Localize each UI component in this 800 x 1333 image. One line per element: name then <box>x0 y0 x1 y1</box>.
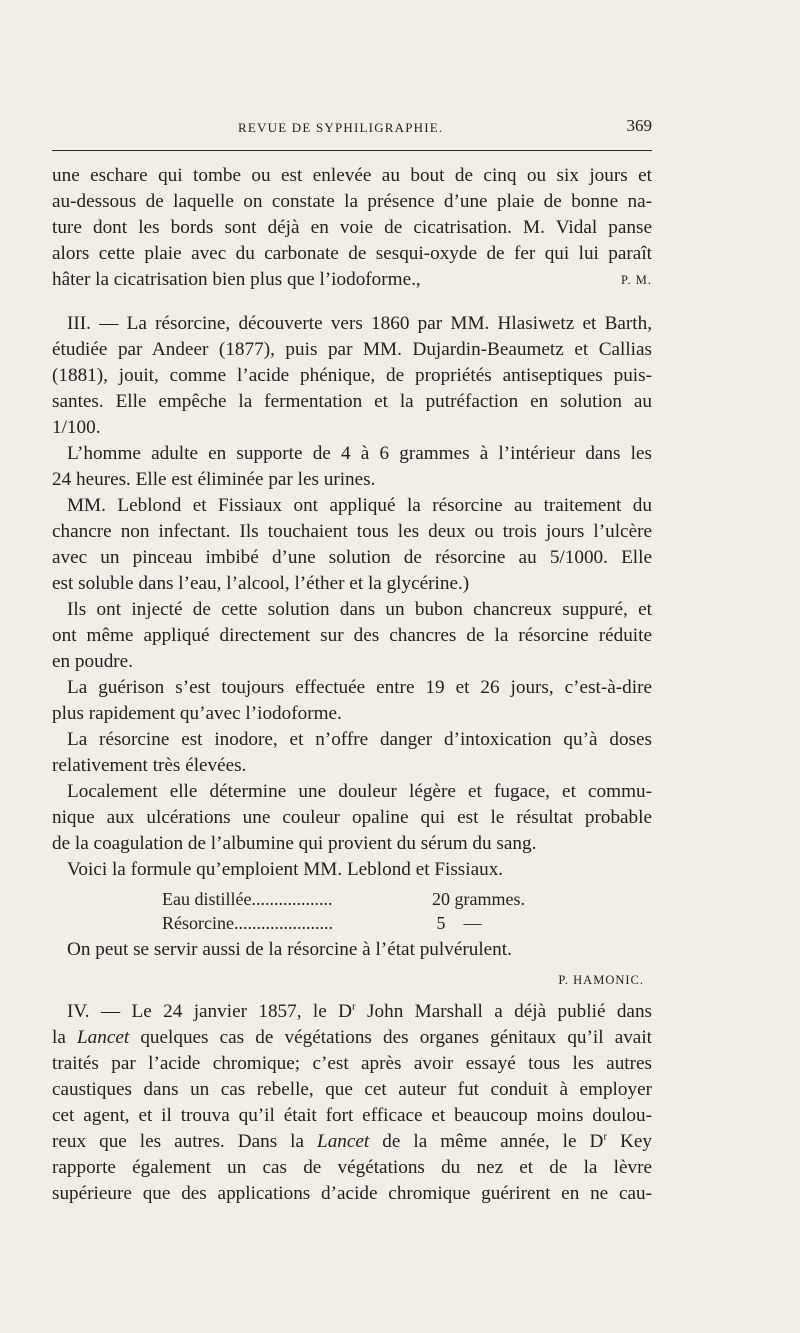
text-line: nique aux ulcérations une couleur opaline qui est le résultat probable <box>52 807 652 828</box>
text-line: traités par l’acide chromique; c’est après avoir essayé tous les autres <box>52 1053 652 1074</box>
italic-title: Lancet <box>76 1027 130 1048</box>
text-line: On peut se servir aussi de la résorcine à l’état pulvérulent. <box>67 939 512 960</box>
page-number: 369 <box>626 116 652 135</box>
text-line: La guérison s’est toujours effectuée entre 19 et 26 jours, c’est-à-dire <box>67 677 652 698</box>
text-run: reux que les autres. Dans la <box>52 1131 318 1152</box>
text-line: L’homme adulte en supporte de 4 à 6 grammes à l’intérieur dans les <box>67 443 652 464</box>
text-line: étudiée par Andeer (1877), puis par MM. Dujardin-Beaumetz et Callias <box>52 339 652 360</box>
text-line: 24 heures. Elle est éliminée par les urines. <box>52 469 376 490</box>
formula-row <box>162 887 652 911</box>
text-line: au-dessous de laquelle on constate la présence d’une plaie de bonne na- <box>52 191 652 212</box>
text-line: Voici la formule qu’emploient MM. Leblond et Fissiaux. <box>67 859 504 880</box>
text-line: chancre non infectant. Ils touchaient tous les deux ou trois jours l’ulcère <box>52 521 652 542</box>
text-line: est soluble dans l’eau, l’alcool, l’éther et la glycérine.) <box>52 573 470 594</box>
text-run: Key <box>607 1131 653 1152</box>
text-run: quelques cas de végétations des organes génitaux qu’il avait <box>129 1027 652 1048</box>
text-line: Localement elle détermine une douleur légère et fugace, et commu- <box>67 781 652 802</box>
text-line: rapporte également un cas de végétations du nez et de la lèvre <box>52 1157 652 1178</box>
section-heading-line <box>52 999 652 1025</box>
text-run: John Marshall a déjà publié dans <box>355 1001 653 1022</box>
superscript: r <box>603 1130 608 1143</box>
text-line: cet agent, et il trouva qu’il était fort efficace et beaucoup moins doulou- <box>52 1105 652 1126</box>
text-line: avec un pinceau imbibé d’une solution de résorcine au 5/1000. Elle <box>52 547 652 568</box>
text-line: supérieure que des applications d’acide chromique guérirent en ne cau- <box>52 1183 652 1204</box>
running-title: REVUE DE SYPHILIGRAPHIE. <box>238 120 444 135</box>
text-line: en poudre. <box>52 651 133 672</box>
signature-hamonic: P. HAMONIC. <box>558 973 644 987</box>
text-line <box>52 1129 652 1155</box>
text-line: plus rapidement qu’avec l’iodoforme. <box>52 703 342 724</box>
superscript: r <box>352 1000 356 1013</box>
text-line <box>52 1025 652 1051</box>
text-line: hâter la cicatrisation bien plus que l’iodoforme., <box>52 269 421 290</box>
text-run: la <box>52 1027 77 1048</box>
text-line: (1881), jouit, comme l’acide phénique, de propriétés antiseptiques puis- <box>52 365 652 386</box>
body-text <box>52 163 652 1207</box>
text-run: IV. — Le 24 janvier 1857, le D <box>67 1001 352 1022</box>
text-run: de la même année, le D <box>369 1131 604 1152</box>
text-line: santes. Elle empêche la fermentation et la putréfaction en solution au <box>52 391 652 412</box>
page-header <box>52 116 652 142</box>
formula-row <box>162 911 652 935</box>
text-line: de la coagulation de l’albumine qui provient du sérum du sang. <box>52 833 537 854</box>
text-line: caustiques dans un cas rebelle, que cet auteur fut conduit à employer <box>52 1079 652 1100</box>
formula-quantity: 5 — <box>432 913 482 933</box>
text-line: Ils ont injecté de cette solution dans un bubon chancreux suppuré, et <box>67 599 652 620</box>
section-gap <box>52 293 652 311</box>
text-line: relativement très élevées. <box>52 755 247 776</box>
signature-pm: P. M. <box>620 273 652 287</box>
section-heading-line: III. — La résorcine, découverte vers 1860 par MM. Hlasiwetz et Barth, <box>67 313 652 334</box>
text-line: alors cette plaie avec du carbonate de sesqui-oxyde de fer qui lui paraît <box>52 243 652 264</box>
formula-item: Résorcine...................... <box>162 913 333 933</box>
text-line: MM. Leblond et Fissiaux ont appliqué la résorcine au traitement du <box>67 495 652 516</box>
text-line: ont même appliqué directement sur des chancres de la résorcine réduite <box>52 625 652 646</box>
italic-title: Lancet <box>317 1131 370 1152</box>
text-line: une eschare qui tombe ou est enlevée au bout de cinq ou six jours et <box>52 165 652 186</box>
text-line: ture dont les bords sont déjà en voie de cicatrisation. M. Vidal panse <box>52 217 652 238</box>
text-line: La résorcine est inodore, et n’offre danger d’intoxication qu’à doses <box>67 729 652 750</box>
formula-quantity: 20 grammes. <box>432 889 525 909</box>
formula-item: Eau distillée.................. <box>162 889 333 909</box>
formula-block <box>162 887 652 935</box>
text-line: 1/100. <box>52 417 101 438</box>
header-rule <box>52 150 652 151</box>
